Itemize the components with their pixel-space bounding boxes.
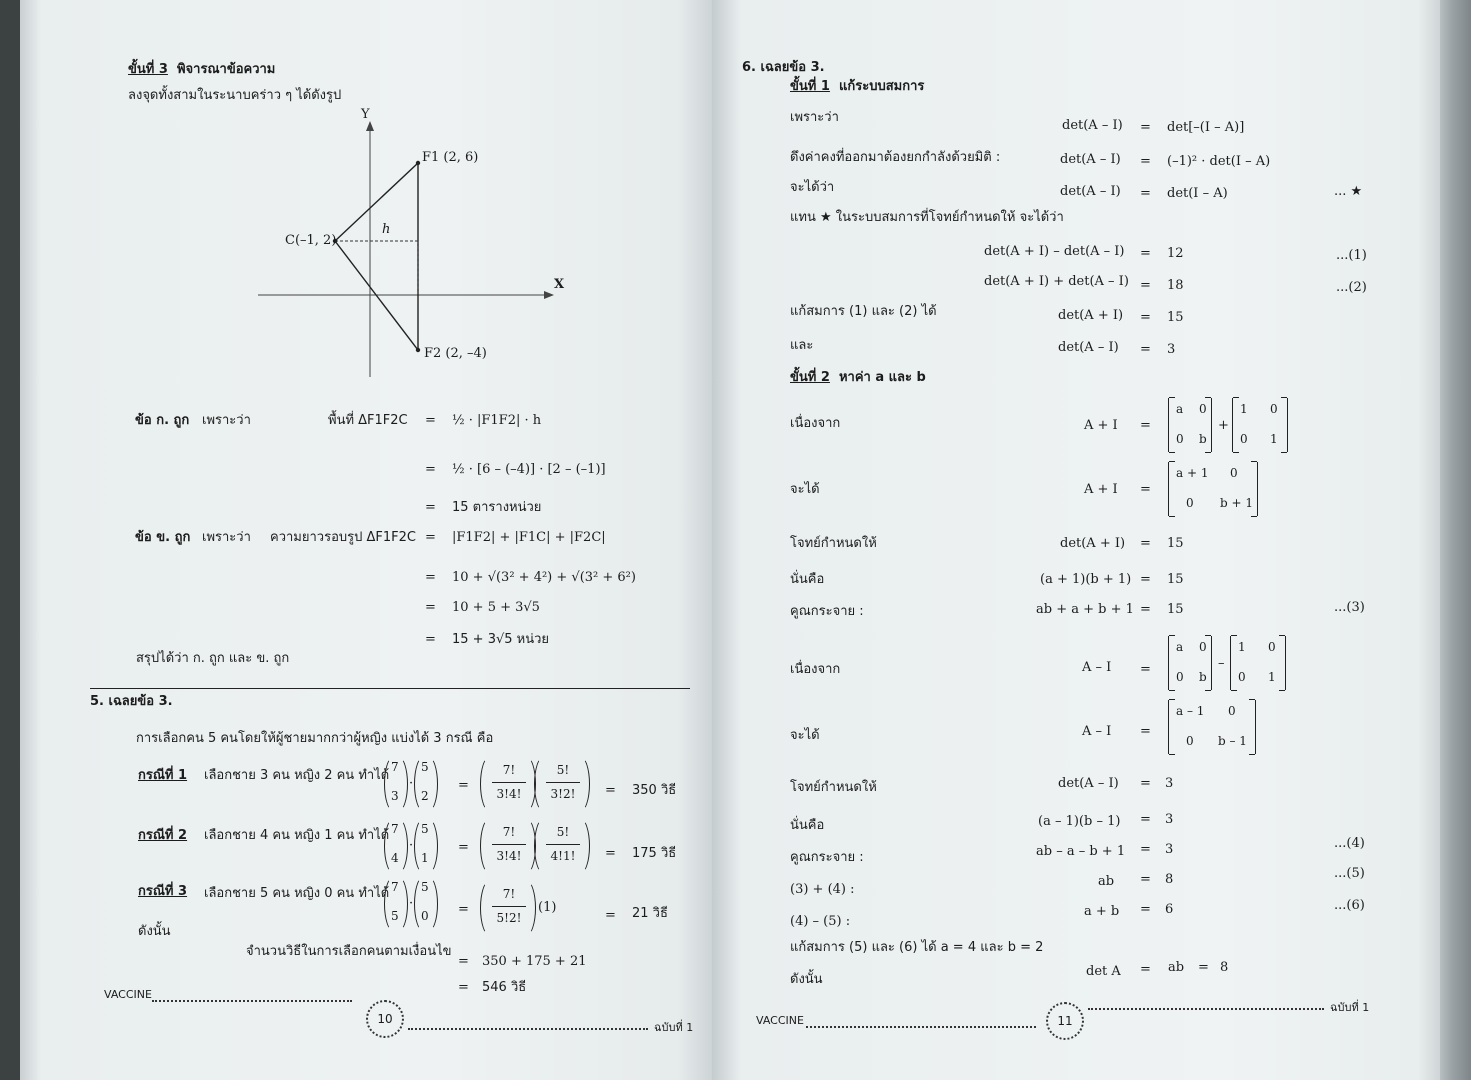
q5-title: 5. เฉลยข้อ 3. — [90, 694, 173, 709]
case-3-result: 21 วิธี — [632, 906, 668, 921]
step-label: ขั้นที่ 3 — [128, 62, 168, 77]
point-f1-label: F1 (2, 6) — [422, 150, 479, 165]
perimeter-line-2: 10 + √(3² + 4²) + √(3² + 6²) — [452, 570, 636, 585]
case-1-text: เลือกชาย 3 คน หญิง 2 คน ทำได้ — [204, 768, 390, 783]
choice-a-label: ข้อ ก. ถูก — [135, 413, 190, 428]
solve-5-6: แก้สมการ (5) และ (6) ได้ a = 4 และ b = 2 — [790, 940, 1044, 955]
footer-brand-right: VACCINE — [756, 1014, 804, 1027]
summary: สรุปได้ว่า ก. ถูก และ ข. ถูก — [136, 651, 290, 666]
perimeter-label: ความยาวรอบรูป ΔF1F2C — [270, 530, 416, 545]
point-f2-label: F2 (2, –4) — [424, 346, 487, 361]
footer-brand: VACCINE — [104, 988, 152, 1001]
case-2-text: เลือกชาย 4 คน หญิง 1 คน ทำได้ — [204, 828, 390, 843]
case-1-result: 350 วิธี — [632, 783, 677, 798]
book-edge — [1440, 0, 1471, 1080]
case-1-label: กรณีที่ 1 — [138, 768, 188, 783]
therefore: ดังนั้น — [138, 924, 171, 939]
total-label: จำนวนวิธีในการเลือกคนตามเงื่อนไข — [246, 944, 452, 959]
page-number-right: 11 — [1046, 1002, 1084, 1040]
perimeter-line-4: 15 + 3√5 หน่วย — [452, 632, 550, 647]
point-c-label: C(–1, 2) — [285, 233, 337, 248]
area-label: พื้นที่ ΔF1F2C — [328, 413, 408, 428]
perimeter-line-1: |F1F2| + |F1C| + |F2C| — [452, 530, 606, 545]
page-number: 10 — [366, 1000, 404, 1038]
footer-issue-right: ฉบับที่ 1 — [1330, 1001, 1370, 1014]
area-line-1: ½ · |F1F2| · h — [452, 413, 542, 428]
step2-label: ขั้นที่ 2 — [790, 370, 830, 385]
substitute-text: แทน ★ ในระบบสมการที่โจทย์กำหนดให้ จะได้ว่า — [790, 210, 1064, 225]
left-page: ขั้นที่ 3 พิจารณาข้อความ ลงจุดทั้งสามในระนาบคร่าว ๆ ได้ดังรูป Y X F1 (2, 6) F2 (2, –4) C(–1, 2) h ข้อ ก. ถูก เพราะว่า พื้นที่ ΔF1F2C = ½ · |F1F2| · h = ½ · [6 – (–4)] · [2 – (–1)] = 15 ตารางหน่วย ข้อ ข. ถูก เพราะว่า ความยาวรอบรูป ΔF1F2C = |F1F2| + |F1C| + |F2C| = 10 + √(3² + 4²) + √(3² + 6²) = 10 + 5 + 3√5 = 15 + 3√5 หน่วย สรุปได้ว่า ก. ถูก และ ข. ถูก 5. เฉลยข้อ 3. การเลือกคน 5 คนโดยให้ผู้ชายมากกว่าผู้หญิง แบ่งได้ 3 กรณี คือ กรณีที่ 1 เลือกชาย 3 คน หญิง 2 คน ทำได้ 7 3 · 5 2 = 7! 3!4! 5! 3!2! = 350 วิธี กรณีที่ 2 เลือกชาย 4 คน หญิง 1 คน ทำได้ 7 4 · 5 1 = 7! 3!4! 5! 4!1! = 175 วิธี กรณีที่ 3 เลือกชาย 5 คน หญิง 0 คน ทำได้ 7 5 · 5 0 = 7! 5!2! (1) = 21 วิธี ดังนั้น จำนวนวิธีในการเลือกคนตามเงื่อนไข = 350 + 175 + 21 = 546 วิธี VACCINE 10 ฉบับที่ 1 — [20, 0, 720, 1080]
area-line-3: 15 ตารางหน่วย — [452, 500, 542, 515]
total-line-1: 350 + 175 + 21 — [482, 954, 587, 969]
step-description: ลงจุดทั้งสามในระนาบคร่าว ๆ ได้ดังรูป — [128, 88, 342, 103]
step1-title: แก้ระบบสมการ — [838, 79, 925, 94]
footer-issue: ฉบับที่ 1 — [654, 1021, 694, 1034]
case-2-label: กรณีที่ 2 — [138, 828, 188, 843]
case-3-label: กรณีที่ 3 — [138, 884, 188, 899]
total-line-2: 546 วิธี — [482, 980, 527, 995]
case-2-result: 175 วิธี — [632, 846, 677, 861]
perimeter-line-3: 10 + 5 + 3√5 — [452, 600, 540, 615]
case-3-text: เลือกชาย 5 คน หญิง 0 คน ทำได้ — [204, 886, 390, 901]
step-title: พิจารณาข้อความ — [176, 62, 276, 77]
x-axis-label: X — [554, 277, 565, 292]
choice-b-because: เพราะว่า — [202, 530, 251, 545]
step1-label: ขั้นที่ 1 — [790, 79, 830, 94]
q5-intro: การเลือกคน 5 คนโดยให้ผู้ชายมากกว่าผู้หญิง แบ่งได้ 3 กรณี คือ — [136, 731, 494, 746]
choice-a-because: เพราะว่า — [202, 413, 251, 428]
step2-title: หาค่า a และ b — [838, 370, 926, 385]
height-label: h — [382, 222, 391, 237]
right-page: 6. เฉลยข้อ 3. ขั้นที่ 1 แก้ระบบสมการ เพราะว่า det(A – I) = det[–(I – A)] ดึงค่าคงที่ออกมาต้องยกกำลังด้วยมิติ : det(A – I) = (–1)² · det(I – A) จะได้ว่า det(A – I) = det(I – A) ... ★ แทน ★ ในระบบสมการที่โจทย์กำหนดให้ จะได้ว่า det(A + I) – det(A – I) = 12 ...(1) det(A + I) + det(A – I) = 18 ...(2) แก้สมการ (1) และ (2) ได้ det(A + I) = 15 และ det(A – I) = 3 ขั้นที่ 2 หาค่า a และ b เนื่องจาก A + I = a 0 0 b + 1 0 0 1 จะได้ A + I = a + 1 0 0 b + 1 โจทย์กำหนดให้ det(A + I) = 15 นั่นคือ (a + 1)(b + 1) = 15 คูณกระจาย : ab + a + b + 1 = 15 ...(3) เนื่องจาก A – I = a 0 0 b – 1 0 0 1 จะได้ A – I = a – 1 0 0 b – 1 โจทย์กำหนดให้ det(A – I) = 3 นั่นคือ (a – 1)(b – 1) = 3 คูณกระจาย : ab – a – b + 1 = 3 ...(4) (3) + (4) : ab = 8 ...(5) (4) – (5) : a + b = 6 ...(6) แก้สมการ (5) และ (6) ได้ a = 4 และ b = 2 ดังนั้น det A = ab = 8 VACCINE 11 ฉบับที่ 1 — [712, 0, 1440, 1080]
y-axis-label: Y — [361, 107, 370, 122]
area-line-2: ½ · [6 – (–4)] · [2 – (–1)] — [452, 462, 606, 477]
choice-b-label: ข้อ ข. ถูก — [135, 530, 191, 545]
divider — [90, 688, 690, 689]
q6-title: 6. เฉลยข้อ 3. — [742, 60, 825, 75]
